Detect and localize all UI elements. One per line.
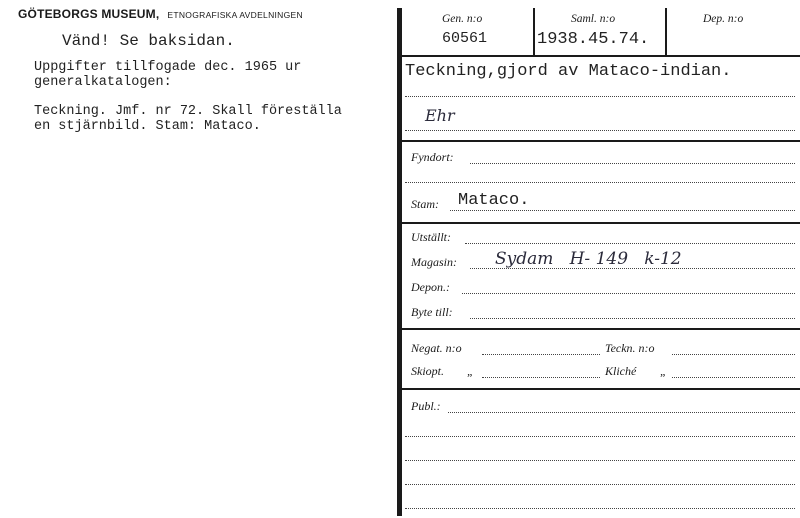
dep-number-label: Dep. n:o — [703, 13, 744, 25]
utstallt-rule — [465, 243, 795, 244]
fyndort-label: Fyndort: — [411, 150, 454, 164]
added-info-note: Uppgifter tillfogade dec. 1965 ur generalkatalogen: — [34, 60, 302, 90]
negat-rule — [482, 354, 600, 355]
department-name: ETNOGRAFISKA AVDELNINGEN — [167, 10, 303, 20]
magasin-rule — [470, 268, 795, 269]
byte-till-rule — [470, 318, 795, 319]
negat-label: Negat. n:o — [411, 341, 462, 355]
section-rule-2 — [402, 222, 800, 224]
publ-rule-2 — [405, 436, 795, 437]
turn-over-note: Vänd! Se baksidan. — [62, 32, 235, 50]
saml-number-box — [535, 8, 665, 56]
museum-header — [18, 5, 303, 23]
skiopt-label: Skiopt. — [411, 364, 444, 378]
kliche-rule — [672, 377, 795, 378]
dep-number-box — [667, 8, 797, 56]
section-rule-1 — [402, 140, 800, 142]
publ-label: Publ.: — [411, 399, 441, 413]
fyndort-rule — [470, 163, 795, 164]
saml-number-value: 1938.45.74. — [537, 30, 650, 49]
byte-till-label: Byte till: — [411, 305, 453, 319]
saml-number-label: Saml. n:o — [571, 13, 616, 25]
kliche-label: Kliché — [605, 364, 637, 378]
object-title: Teckning,gjord av Mataco-indian. — [405, 62, 732, 81]
museum-name: GÖTEBORGS MUSEUM, — [18, 7, 160, 21]
publ-rule-5 — [405, 508, 795, 509]
skiopt-ditto: „ — [467, 364, 474, 378]
publ-rule-4 — [405, 484, 795, 485]
gen-number-value: 60561 — [442, 30, 488, 47]
stam-value: Mataco. — [458, 191, 530, 210]
skiopt-rule — [482, 377, 600, 378]
title-rule — [405, 96, 795, 97]
initials-rule — [405, 130, 795, 131]
teckn-label: Teckn. n:o — [605, 341, 655, 355]
teckn-rule — [672, 354, 795, 355]
utstallt-label: Utställt: — [411, 230, 452, 244]
kliche-ditto: „ — [660, 364, 667, 378]
stam-rule — [450, 210, 795, 211]
description-note: Teckning. Jmf. nr 72. Skall föreställa en stjärnbild. Stam: Mataco. — [34, 104, 342, 134]
card-divider — [397, 8, 402, 516]
gen-number-box — [402, 8, 532, 56]
stam-label: Stam: — [411, 197, 439, 211]
section-rule-4 — [402, 388, 800, 390]
magasin-value: Sydam H- 149 k-12 — [495, 249, 682, 269]
fyndort-rule-2 — [405, 182, 795, 183]
gen-number-label: Gen. n:o — [442, 13, 483, 25]
depon-rule — [462, 293, 795, 294]
depon-label: Depon.: — [411, 280, 450, 294]
initials: Ehr — [425, 106, 455, 125]
section-rule-3 — [402, 328, 800, 330]
header-bottom-rule — [402, 55, 800, 57]
magasin-label: Magasin: — [411, 255, 457, 269]
publ-rule-3 — [405, 460, 795, 461]
publ-rule-1 — [448, 412, 795, 413]
